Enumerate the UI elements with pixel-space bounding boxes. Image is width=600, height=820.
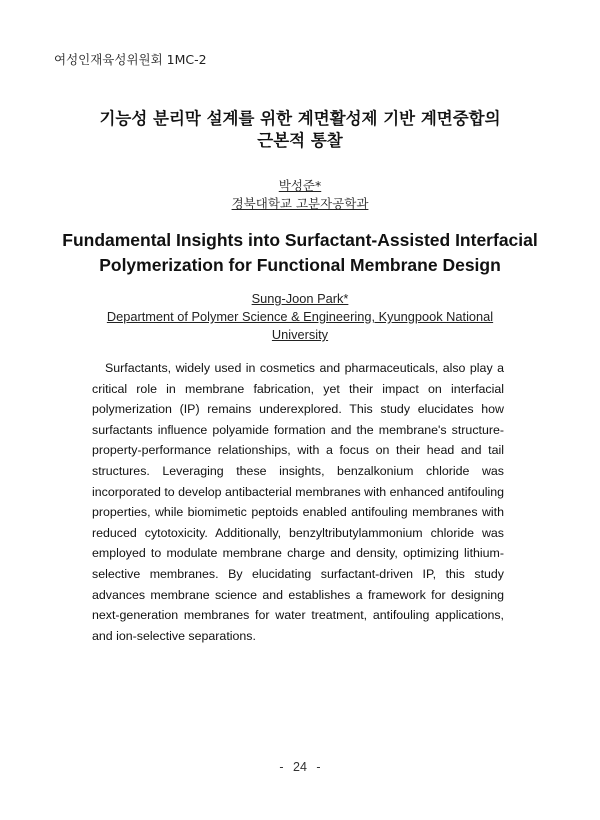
- english-author-block: [90, 290, 510, 344]
- english-title-line-1: Fundamental Insights into Surfactant-Assisted Interfacial: [62, 230, 538, 250]
- english-title-line-2: Polymerization for Functional Membrane Design: [99, 255, 501, 275]
- korean-title: [60, 108, 540, 152]
- korean-author-name: 박성준*: [278, 178, 322, 193]
- session-code: 여성인재육성위원회 1MC-2: [54, 52, 207, 67]
- abstract-paragraph: Surfactants, widely used in cosmetics and pharmaceuticals, also play a critical role in membrane fabrication, yet their impact on interfacial polymerization (IP) remains underexplored. This study elucidates how surfactants influence polyamide formation and the membrane's structure-property-performance relationships, with a focus on their head and tail structures. Leveraging these insights, benzalkonium chloride was incorporated to develop antibacterial membranes with enhanced antifouling properties, while biomimetic peptoids enabled antifouling membranes with reduced cytotoxicity. Additionally, benzyltributylammonium chloride was employed to modulate membrane charge and density, optimizing lithium-selective membranes. By elucidating surfactant-driven IP, this study advances membrane science and establishes a framework for designing next-generation membranes for water treatment, antifouling applications, and ion-selective separations.: [92, 361, 504, 643]
- korean-affiliation: 경북대학교 고분자공학과: [231, 196, 369, 211]
- english-author-name: Sung-Joon Park*: [251, 291, 349, 306]
- english-affiliation-line-1: Department of Polymer Science & Engineering, Kyungpook National: [106, 309, 494, 324]
- korean-title-line-2: 근본적 통찰: [257, 131, 343, 150]
- english-affiliation-line-2: University: [271, 327, 329, 342]
- english-title: [40, 228, 560, 278]
- korean-title-line-1: 기능성 분리막 설계를 위한 계면활성제 기반 계면중합의: [99, 109, 501, 128]
- korean-author-block: [0, 177, 600, 213]
- page-number: - 24 -: [279, 760, 321, 774]
